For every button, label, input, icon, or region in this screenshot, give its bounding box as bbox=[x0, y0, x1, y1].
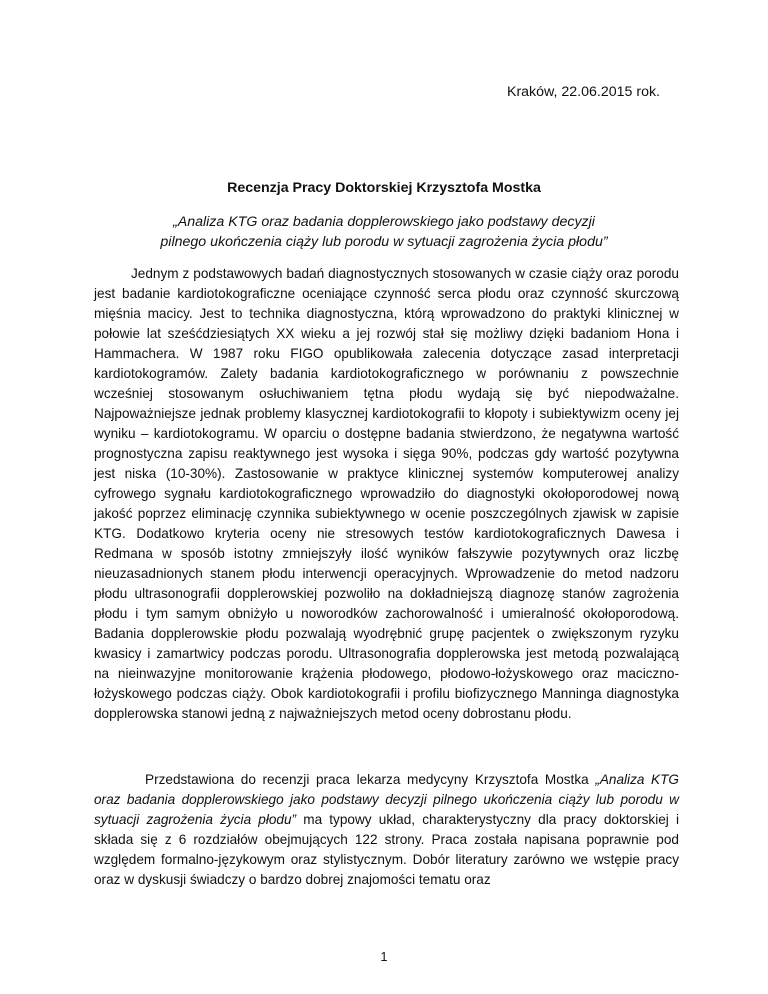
paragraph-intro: Jednym z podstawowych badań diagnostycznych stosowanych w czasie ciąży oraz porodu jest badanie kardiotokograficzne oceniające czynność serca płodu oraz czynność skurczową mięśnia macicy. Jest to technika diagnostyczna, którą wprowadzono do praktyki klinicznej w połowie lat sześćdziesiątych XX wieku a jej rozwój stał się możliwy dzięki badaniom Hona i Hammachera. W 1987 roku FIGO opublikowała zalecenia dotyczące zasad interpretacji kardiotokogramów. Zalety badania kardiotokograficznego w porównaniu z powszechnie wcześniej stosowanym osłuchiwaniem tętna płodu wydają się być niepodważalne. Najpoważniejsze jednak problemy klasycznej kardiotokografii to kłopoty i subiektywizm oceny jej wyniku – kardiotokogramu. W oparciu o dostępne badania stwierdzono, że negatywna wartość prognostyczna zapisu reaktywnego jest wysoka i sięga 90%, podczas gdy wartość pozytywna jest niska (10-30%). Zastosowanie w praktyce klinicznej systemów komputerowej analizy cyfrowego sygnału kardiotokograficznego wprowadziło do diagnostyki okołoporodowej nową jakość poprzez eliminację czynnika subiektywnego w ocenie poszczególnych zjawisk w zapisie KTG. Dodatkowo kryteria oceny nie stresowych testów kardiotokograficznych Dawesa i Redmana w sposób istotny zmniejszyły ilość wyników fałszywie pozytywnych oraz liczbę nieuzasadnionych stanem płodu interwencji operacyjnych. Wprowadzenie do metod nadzoru płodu ultrasonografii dopplerowskiej pozwoliło na dokładniejszą diagnozę stanów zagrożenia płodu i tym samym obniżyło u noworodków zachorowalność i umieralność okołoporodową. Badania dopplerowskie płodu pozwalają wyodrębnić grupę pacjentek o zwiększonym ryzyku kwasicy i zamartwicy podczas porodu. Ultrasonografia dopplerowska jest metodą pozwalającą na nieinwazyjne monitorowanie krążenia płodowego, płodowo-łożyskowego oraz maciczno-łożyskowego podczas ciąży. Obok kardiotokografii i profilu biofizycznego Manninga diagnostyka dopplerowska stanowi jedną z najważniejszych metod oceny dobrostanu płodu. bbox=[94, 266, 679, 721]
page-number: 1 bbox=[380, 950, 388, 964]
review-title: Recenzja Pracy Doktorskiej Krzysztofa Mostka bbox=[227, 180, 541, 196]
paragraph-review-intro: Przedstawiona do recenzji praca lekarza medycyny Krzysztofa Mostka bbox=[145, 772, 596, 787]
paragraph-review-rest: ma typowy układ, charakterystyczny dla pracy doktorskiej i składa się z 6 rozdziałów obejmujących 122 strony. Praca została napisana poprawnie pod względem formalno-językowym oraz stylistycznym. Dobór literatury zarówno we wstępie pracy oraz w dyskusji świadczy o bardzo dobrej znajomości tematu oraz bbox=[94, 812, 679, 887]
paragraph-review bbox=[94, 770, 679, 890]
thesis-title: „Analiza KTG oraz badania dopplerowskiego jako podstawy decyzji pilnego ukończenia ciąży lub porodu w sytuacji zagrożenia życia płodu” bbox=[160, 214, 608, 250]
document-date: Kraków, 22.06.2015 rok. bbox=[506, 84, 660, 100]
paragraph-review-thesis-title: „Analiza KTG oraz badania dopplerowskiego jako podstawy decyzji pilnego ukończenia ciąży lub porodu w sytuacji zagrożenia życia płodu” bbox=[94, 772, 679, 827]
